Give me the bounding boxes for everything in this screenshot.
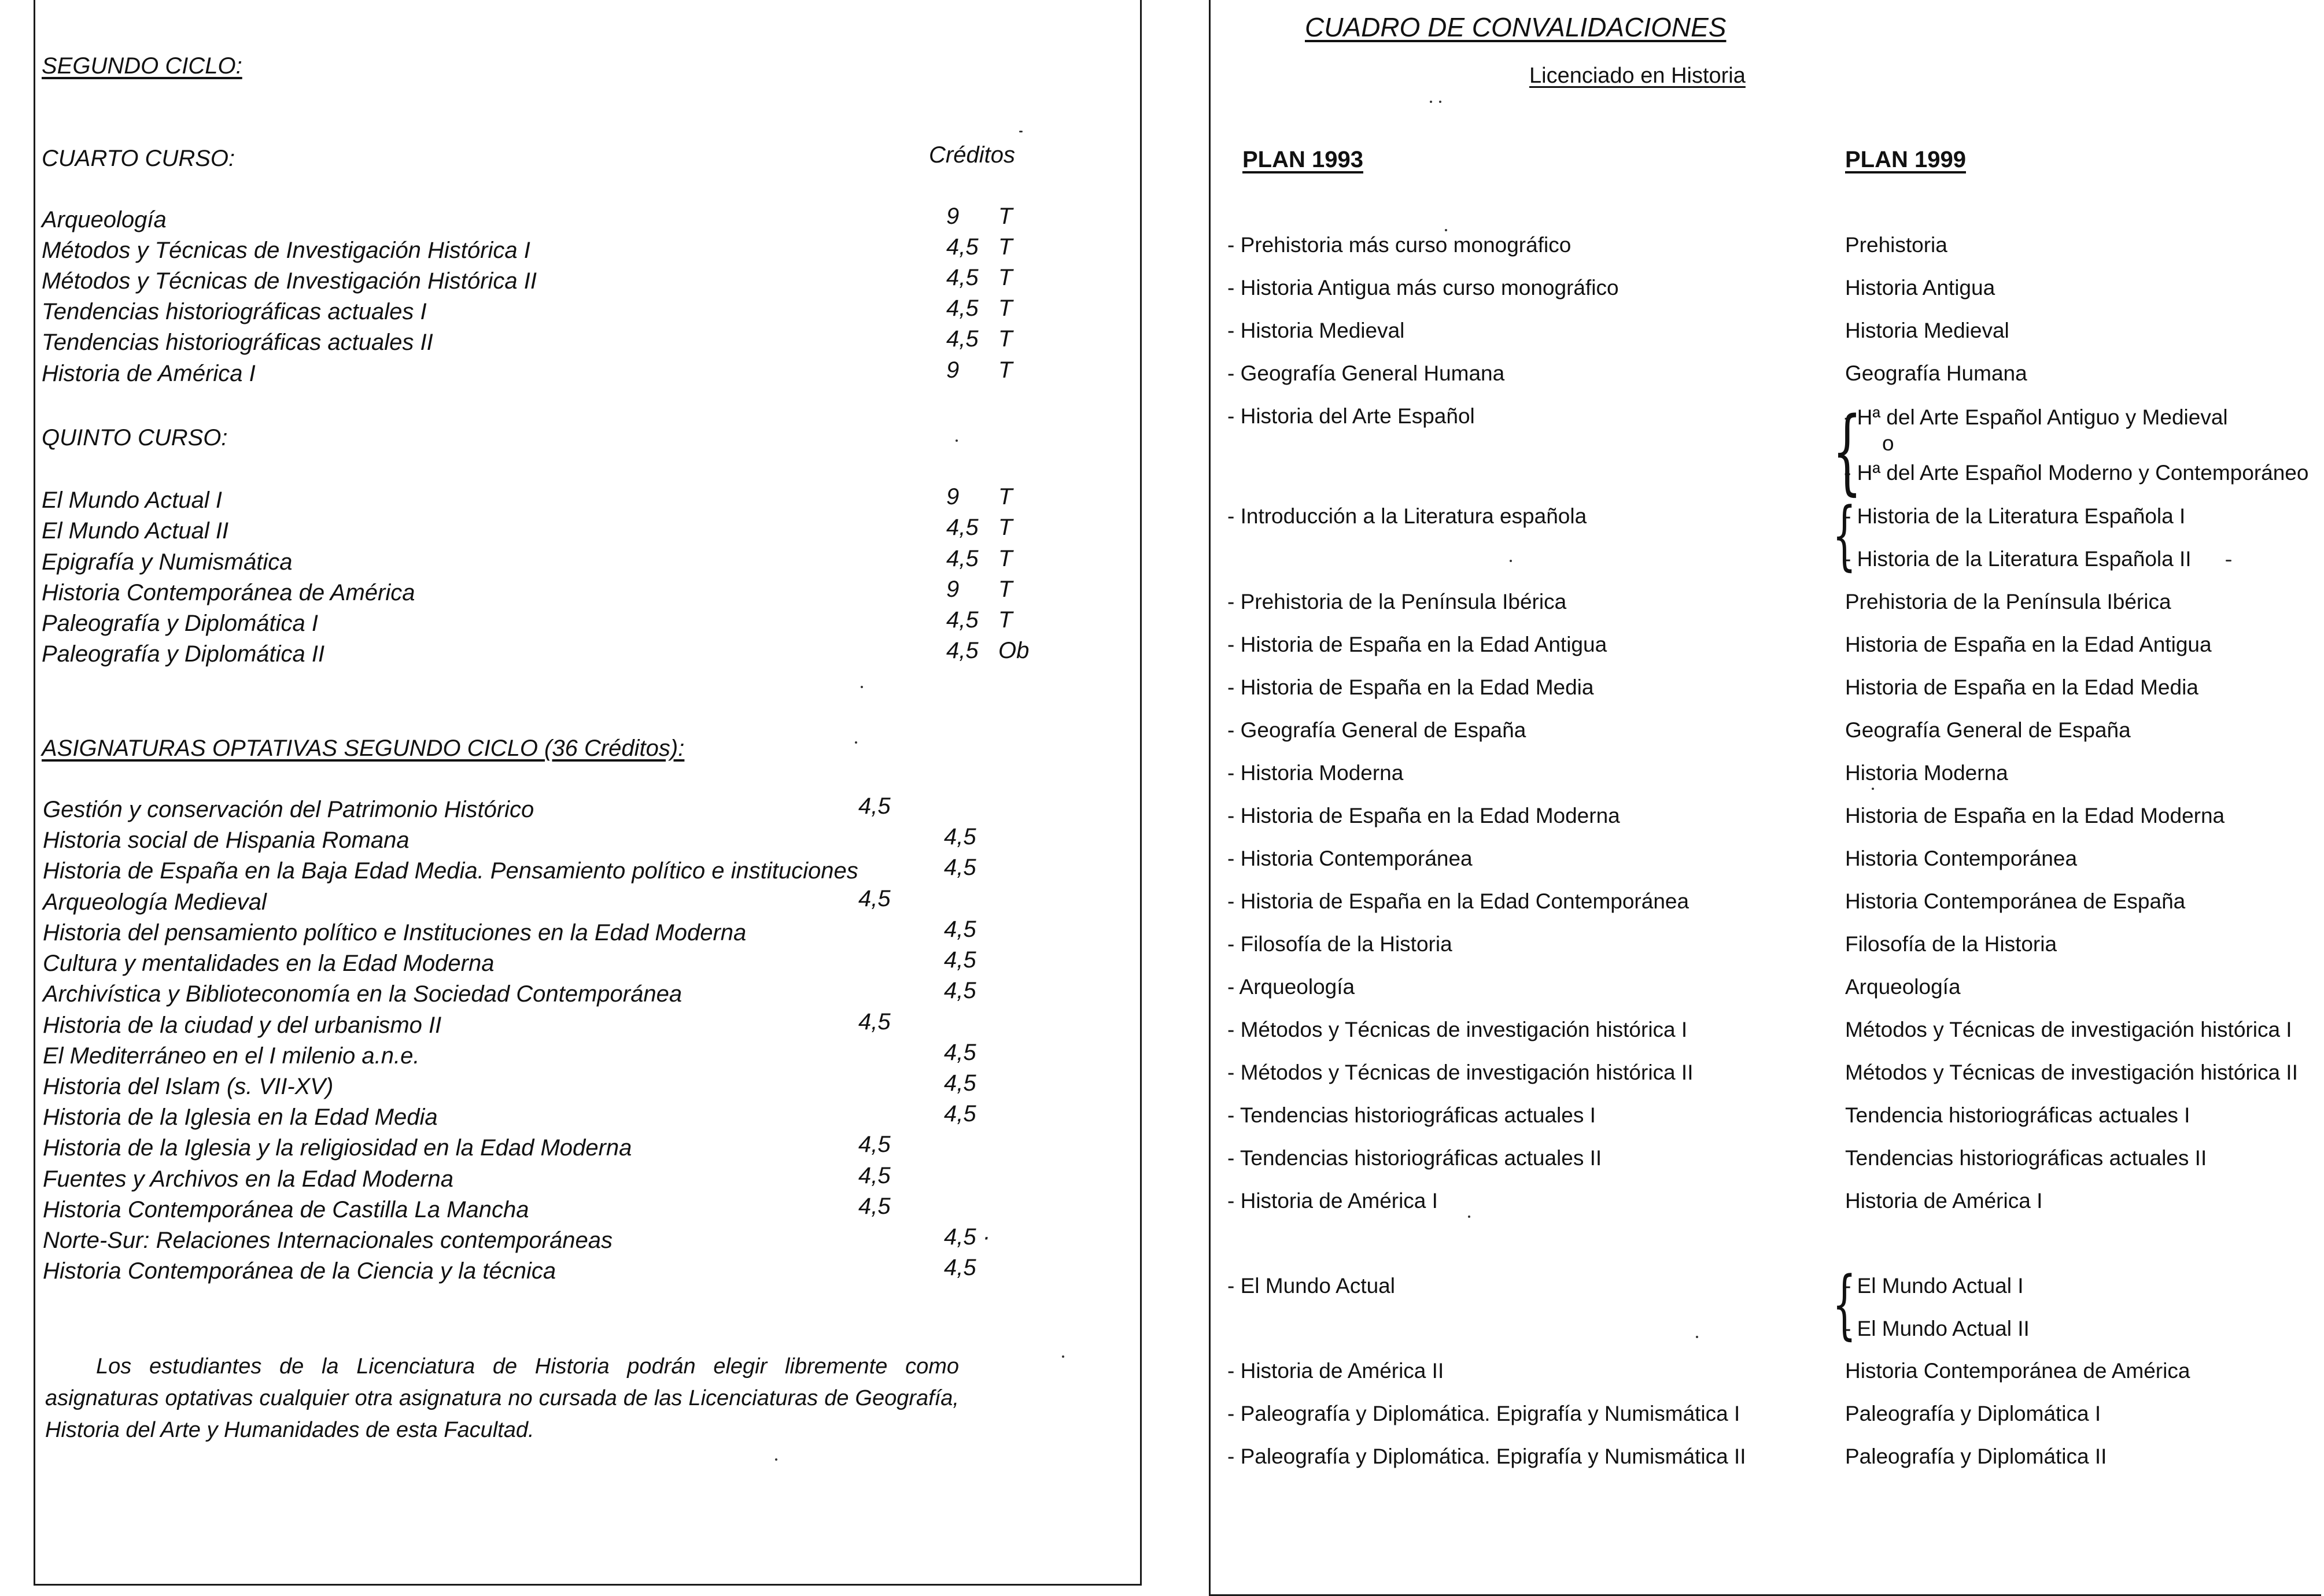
optativa-credits-col2: 4,5 [944,1070,976,1096]
brace-mundo-actual: { [1832,1260,1857,1348]
scan-speck [1468,1216,1470,1218]
course-credits: 4,5 [946,515,979,540]
optativa-credits-col2: 4,5 [944,1255,976,1280]
plan-1993-subject: - Historia de España en la Edad Contemporánea [1227,889,1689,913]
plan-1999-subject: Métodos y Técnicas de investigación histórica I [1845,1018,2292,1041]
optativa-credits-col2: 4,5 · [944,1224,991,1250]
plan-1999-subject: Historia de España en la Edad Media [1845,675,2198,699]
plan-1999-subject: Historia Contemporánea de América [1845,1359,2190,1383]
scan-speck [1510,560,1512,562]
plan-1999-subject: Métodos y Técnicas de investigación histórica II [1845,1061,2298,1084]
optativa-credits-col2: 4,5 [944,917,976,942]
optativa-credits-col1: 4,5 [858,1194,891,1219]
plan-1999-subject: Historia Contemporánea de España [1845,889,2186,913]
course-name: Historia Contemporánea de América [42,580,415,605]
page-subtitle: Licenciado en Historia [1529,64,1746,88]
plan-1993-subject: - Historia Moderna [1227,761,1404,785]
creditos-header: Créditos [929,142,1015,168]
plan-1993-subject: - Prehistoria más curso monográfico [1227,233,1572,257]
optativa-name: Historia del pensamiento político e Instituciones en la Edad Moderna [43,920,747,945]
plan-1999-subject: Prehistoria de la Península Ibérica [1845,590,2171,614]
course-credits: 4,5 [946,638,979,663]
plan-1993-subject: - Historia de España en la Edad Moderna [1227,804,1620,827]
scan-speck [1872,788,1874,790]
scan-speck [855,741,857,744]
plan-1993-subject: - Tendencias historiográficas actuales II [1227,1146,1602,1170]
plan-1999-subject: Tendencia historiográficas actuales I [1845,1103,2190,1127]
course-name: Métodos y Técnicas de Investigación Histórica II [42,268,537,294]
plan-1993-subject: - Filosofía de la Historia [1227,932,1452,956]
optativas-heading: ASIGNATURAS OPTATIVAS SEGUNDO CICLO (36 Créditos): [42,736,685,761]
page-title: CUADRO DE CONVALIDACIONES [1305,12,1727,42]
optativa-credits-col1: 4,5 [858,1163,891,1188]
optativa-name: Historia Contemporánea de la Ciencia y la técnica [43,1258,556,1284]
course-credits: 4,5 [946,326,979,352]
optativa-credits-col1: 4,5 [858,793,891,819]
optativa-name: Gestión y conservación del Patrimonio Histórico [43,797,534,822]
optativa-name: Norte-Sur: Relaciones Internacionales contemporáneas [43,1228,613,1253]
course-type: T [998,265,1013,290]
course-name: El Mundo Actual II [42,518,229,544]
optativa-name: Historia de la Iglesia y la religiosidad en la Edad Moderna [43,1135,632,1161]
course-credits: 4,5 [946,295,979,321]
plan-1999-subject: Historia Medieval [1845,319,2009,342]
optativa-credits-col2: 4,5 [944,947,976,973]
optativa-credits-col1: 4,5 [858,1009,891,1035]
quinto-curso-heading: QUINTO CURSO: [42,425,228,450]
plan-1993-subject: - Métodos y Técnicas de investigación histórica II [1227,1061,1694,1084]
plan-1999-subject: Historia Contemporánea [1845,847,2078,870]
plan-1999-subject: Historia Antigua [1845,276,1995,300]
optativa-name: Historia social de Hispania Romana [43,827,410,853]
scan-speck [1062,1355,1064,1358]
course-type: T [998,607,1013,633]
optativa-credits-col2: 4,5 [944,978,976,1003]
plan-1993-subject: - Paleografía y Diplomática. Epigrafía y Numismática II [1227,1444,1746,1468]
course-credits: 4,5 [946,234,979,260]
plan-1999-subject: Historia de América I [1845,1189,2043,1213]
course-name: Historia de América I [42,361,256,386]
course-name: Tendencias historiográficas actuales I [42,299,427,324]
scan-speck [1019,131,1023,132]
scan-speck [1696,1336,1698,1338]
plan-1993-subject: - Historia de España en la Edad Media [1227,675,1594,699]
footnote-paragraph: Los estudiantes de la Licenciatura de Historia podrán elegir libremente como asignaturas optativas cualquier otra asignatura no cursada de las Licenciaturas de Geografía, Historia del Arte y Humanidades de esta Facultad. [45,1354,959,1442]
course-type: T [998,357,1013,383]
course-credits: 9 [946,204,960,229]
plan-1993-header: PLAN 1993 [1242,147,1363,172]
plan-1999-subject: Filosofía de la Historia [1845,932,2057,956]
course-type: T [998,577,1013,602]
segundo-ciclo-heading: SEGUNDO CICLO: [42,53,242,79]
plan-1993-subject: - Geografía General Humana [1227,361,1505,385]
plan-1999-subject: Paleografía y Diplomática II [1845,1444,2107,1468]
plan-1993-subject: - Historia de España en la Edad Antigua [1227,633,1607,656]
scan-speck [1430,101,1432,103]
optativa-name: Historia de la Iglesia en la Edad Media [43,1104,438,1130]
brace-arte-espanol: { [1832,397,1862,505]
course-credits: 9 [946,484,960,509]
course-name: Paleografía y Diplomática II [42,641,325,667]
optativa-credits-col1: 4,5 [858,886,891,911]
plan-1993-subject: - Arqueología [1227,975,1355,999]
optativa-credits-col1: 4,5 [858,1132,891,1157]
scan-speck [1439,101,1441,103]
plan-1993-subject: - Tendencias historiográficas actuales I [1227,1103,1596,1127]
course-type: T [998,204,1013,229]
course-credits: 4,5 [946,607,979,633]
plan-1999-subject: Geografía General de España [1845,718,2131,742]
optativa-name: Historia del Islam (s. VII-XV) [43,1074,334,1099]
course-name: Paleografía y Diplomática I [42,611,319,636]
plan-1993-subject: - Introducción a la Literatura española [1227,504,1587,528]
course-name: Métodos y Técnicas de Investigación Histórica I [42,238,530,263]
optativa-credits-col2: 4,5 [944,1040,976,1065]
plan-1993-subject: - Historia Contemporánea [1227,847,1473,870]
plan-1999-subject: - Historia de la Literatura Española II [1844,547,2192,571]
plan-1993-subject: - Métodos y Técnicas de investigación histórica I [1227,1018,1688,1041]
plan-1999-subject: - El Mundo Actual II [1844,1317,2030,1340]
plan-1999-subject: Tendencias historiográficas actuales II [1845,1146,2207,1170]
plan-1999-subject: Historia de España en la Edad Antigua [1845,633,2212,656]
plan-1999-subject: Prehistoria [1845,233,1947,257]
plan-1999-subject: - Historia de la Literatura Española I [1844,504,2186,528]
plan-1999-header: PLAN 1999 [1845,147,1966,172]
plan-1993-subject: - Historia Antigua más curso monográfico [1227,276,1619,300]
course-credits: 4,5 [946,546,979,571]
plan-1993-subject: - Paleografía y Diplomática. Epigrafía y Numismática I [1227,1402,1740,1425]
course-type: T [998,326,1013,352]
plan-1993-subject: - Historia de América II [1227,1359,1444,1383]
course-name: Epigrafía y Numismática [42,549,293,575]
plan-1999-connector: o [1882,431,1894,455]
plan-1993-subject: - Historia Medieval [1227,319,1405,342]
optativa-credits-col2: 4,5 [944,855,976,880]
plan-1999-subject: Historia de España en la Edad Moderna [1845,804,2225,827]
optativa-credits-col2: 4,5 [944,1101,976,1126]
plan-1999-subject: - El Mundo Actual I [1844,1274,2024,1298]
course-type: Ob [998,638,1030,663]
scan-speck [775,1458,777,1461]
scan-speck [1445,229,1447,231]
plan-1993-subject: - Prehistoria de la Península Ibérica [1227,590,1567,614]
plan-1993-subject: - Historia del Arte Español [1227,404,1475,428]
course-name: Arqueología [42,207,167,232]
optativa-name: Cultura y mentalidades en la Edad Moderna [43,951,495,976]
plan-1993-subject: - Historia de América I [1227,1189,1438,1213]
scan-speck [2226,560,2231,561]
optativa-credits-col2: 4,5 [944,824,976,849]
optativa-name: Archivística y Biblioteconomía en la Sociedad Contemporánea [43,981,683,1007]
course-credits: 9 [946,357,960,383]
optativa-name: El Mediterráneo en el I milenio a.n.e. [43,1043,420,1069]
plan-1999-subject: Geografía Humana [1845,361,2027,385]
course-name: Tendencias historiográficas actuales II [42,330,433,355]
cuarto-curso-heading: CUARTO CURSO: [42,146,235,171]
plan-1999-subject: - Hª del Arte Español Antiguo y Medieval [1844,405,2228,429]
optativa-name: Historia Contemporánea de Castilla La Mancha [43,1197,529,1222]
plan-1993-subject: - El Mundo Actual [1227,1274,1395,1298]
plan-1999-subject: - Hª del Arte Español Moderno y Contemporáneo [1844,461,2309,485]
optativa-name: Historia de España en la Baja Edad Media. Pensamiento político e instituciones [43,858,858,884]
course-type: T [998,515,1013,540]
optativa-name: Arqueología Medieval [43,889,267,915]
plan-1999-subject: Arqueología [1845,975,1961,999]
optativa-name: Fuentes y Archivos en la Edad Moderna [43,1166,454,1192]
scan-speck [956,439,958,442]
course-type: T [998,546,1013,571]
plan-1993-subject: - Geografía General de España [1227,718,1526,742]
course-credits: 4,5 [946,265,979,290]
course-type: T [998,484,1013,509]
plan-1999-subject: Historia Moderna [1845,761,2008,785]
scan-speck [861,686,863,688]
brace-literatura: { [1832,491,1857,579]
course-type: T [998,295,1013,321]
course-type: T [998,234,1013,260]
plan-1999-subject: Paleografía y Diplomática I [1845,1402,2101,1425]
course-name: El Mundo Actual I [42,487,223,513]
optativa-name: Historia de la ciudad y del urbanismo II [43,1013,442,1038]
course-credits: 9 [946,577,960,602]
